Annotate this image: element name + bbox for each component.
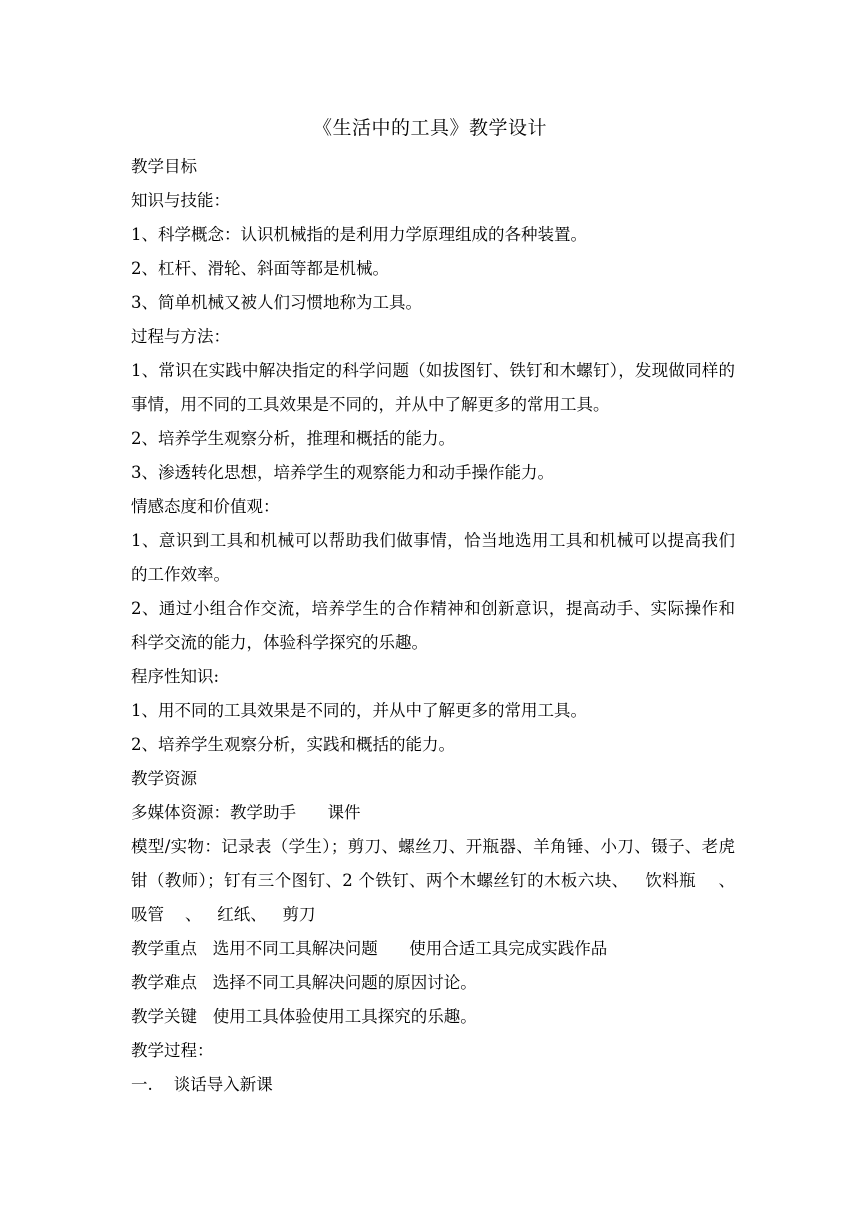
paragraph: 2、培养学生观察分析，推理和概括的能力。 [131,429,455,448]
paragraph: 教学关键 使用工具体验使用工具探究的乐趣。 [131,1007,477,1026]
section-heading-teaching-resources: 教学资源 [131,769,197,788]
document-body [131,150,735,1102]
section-heading-teaching-process: 教学过程： [131,1041,214,1060]
paragraph: 3、渗透转化思想，培养学生的观察能力和动手操作能力。 [131,463,554,482]
subheading-procedural-knowledge: 程序性知识: [131,667,220,686]
paragraph: 1、意识到工具和机械可以帮助我们做事情，恰当地选用工具和机械可以提高我们的工作效率。 [131,531,735,584]
section-heading-teaching-goals: 教学目标 [131,157,197,176]
paragraph: 3、简单机械又被人们习惯地称为工具。 [131,293,422,312]
paragraph: 1、科学概念：认识机械指的是利用力学原理组成的各种装置。 [131,225,587,244]
paragraph: 1、常识在实践中解决指定的科学问题（如拔图钉、铁钉和木螺钉），发现做同样的事情，用不同的工具效果是不同的，并从中了解更多的常用工具。 [131,361,735,414]
paragraph: 教学重点 选用不同工具解决问题 使用合适工具完成实践作品 [131,939,608,958]
subheading-process-methods: 过程与方法： [131,327,230,346]
paragraph: 1、用不同的工具效果是不同的，并从中了解更多的常用工具。 [131,701,587,720]
paragraph: 教学难点 选择不同工具解决问题的原因讨论。 [131,973,477,992]
paragraph: 2、通过小组合作交流，培养学生的合作精神和创新意识，提高动手、实际操作和科学交流的能力，体验科学探究的乐趣。 [131,599,735,652]
paragraph: 2、培养学生观察分析，实践和概括的能力。 [131,735,455,754]
paragraph: 多媒体资源：教学助手 课件 [131,803,361,822]
subheading-knowledge-skills: 知识与技能： [131,191,230,210]
document-title: 《生活中的工具》教学设计 [312,117,547,139]
list-item: 一. 谈话导入新课 [131,1075,273,1094]
paragraph: 2、杠杆、滑轮、斜面等都是机械。 [131,259,389,278]
subheading-attitude-values: 情感态度和价值观： [131,497,280,516]
paragraph: 模型/实物：记录表（学生）；剪刀、螺丝刀、开瓶器、羊角锤、小刀、镊子、老虎钳（教师）；钉有三个图钉、2 个铁钉、两个木螺丝钉的木板六块、 饮料瓶 、吸管 、 红纸、 剪刀 [131,837,735,924]
